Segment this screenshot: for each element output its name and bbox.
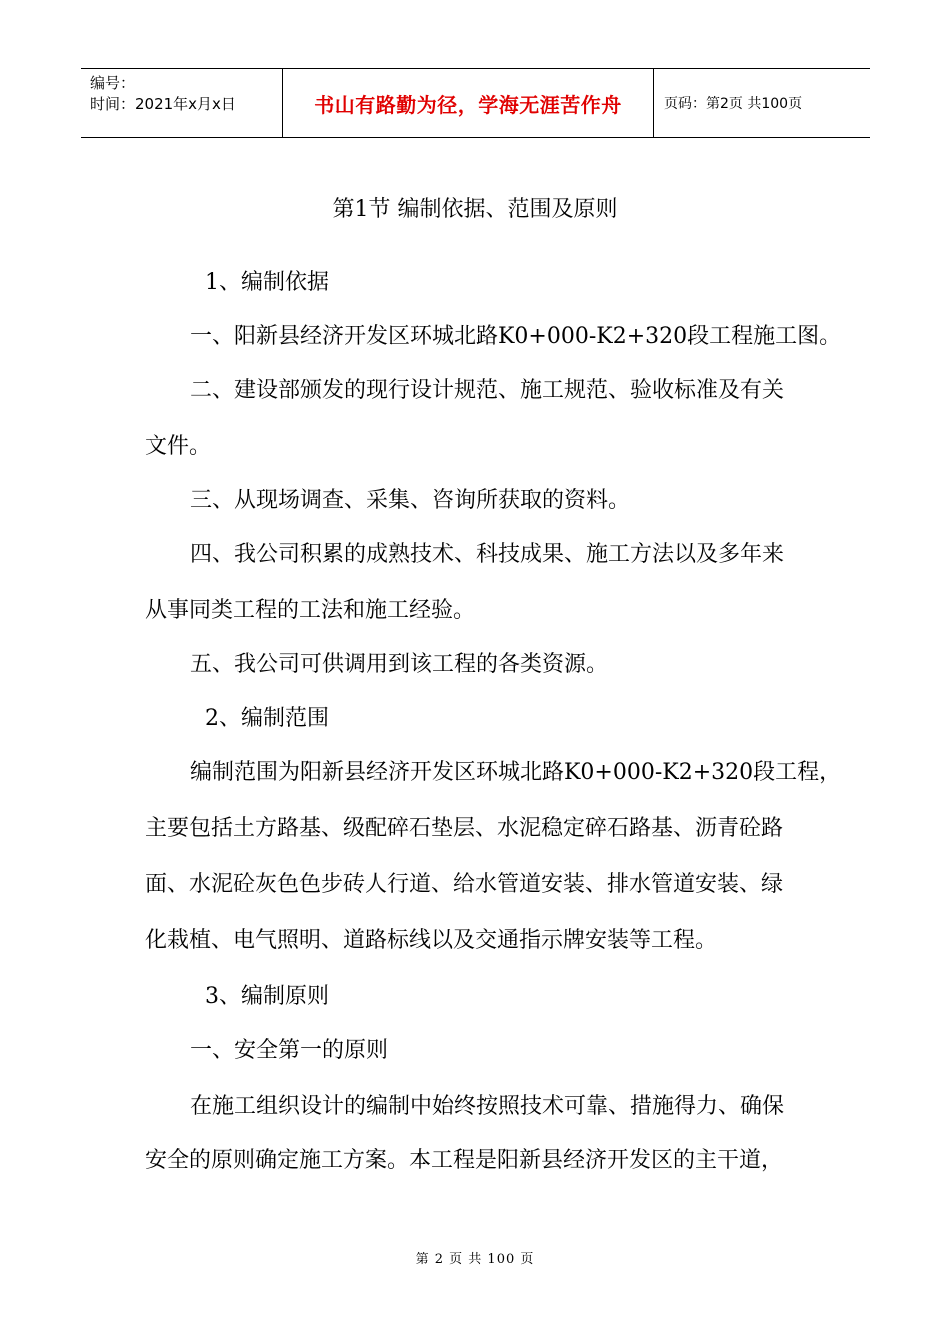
paragraph-line: 一、阳新县经济开发区环城北路K0+000-K2+320段工程施工图。	[190, 324, 842, 349]
paragraph-line: 文件。	[145, 434, 212, 459]
paragraph-line: 四、我公司积累的成熟技术、科技成果、施工方法以及多年来	[190, 542, 785, 567]
header-motto: 书山有路勤为径，学海无涯苦作舟	[282, 69, 654, 137]
paragraph-line: 在施工组织设计的编制中始终按照技术可靠、措施得力、确保	[190, 1094, 785, 1119]
paragraph-line: 二、建设部颁发的现行设计规范、施工规范、验收标准及有关	[190, 378, 785, 403]
header-time: 时间：2021年x月x日	[90, 95, 236, 113]
page-footer: 第 2 页 共 100 页	[415, 1252, 535, 1267]
heading-scope: 2、编制范围	[205, 706, 329, 731]
paragraph-line: 一、安全第一的原则	[190, 1038, 389, 1063]
header-page-info: 页码：第2页 共100页	[664, 96, 803, 112]
heading-basis: 1、编制依据	[205, 270, 329, 295]
paragraph-line: 五、我公司可供调用到该工程的各类资源。	[190, 652, 609, 677]
paragraph-line: 化栽植、电气照明、道路标线以及交通指示牌安装等工程。	[145, 928, 718, 953]
section-title: 第1节 编制依据、范围及原则	[332, 197, 618, 222]
paragraph-line: 主要包括土方路基、级配碎石垫层、水泥稳定碎石路基、沥青砼路	[145, 816, 784, 841]
paragraph-line: 安全的原则确定施工方案。本工程是阳新县经济开发区的主干道，	[145, 1148, 784, 1173]
header-meta	[81, 69, 282, 137]
paragraph-line: 三、从现场调查、采集、咨询所获取的资料。	[190, 488, 631, 513]
header-number: 编号：	[90, 74, 136, 92]
heading-principles: 3、编制原则	[205, 984, 329, 1009]
page-header	[81, 68, 870, 138]
paragraph-line: 面、水泥砼灰色色步砖人行道、给水管道安装、排水管道安装、绿	[145, 872, 784, 897]
paragraph-line: 从事同类工程的工法和施工经验。	[145, 598, 476, 623]
paragraph-line: 编制范围为阳新县经济开发区环城北路K0+000-K2+320段工程，	[190, 760, 842, 785]
